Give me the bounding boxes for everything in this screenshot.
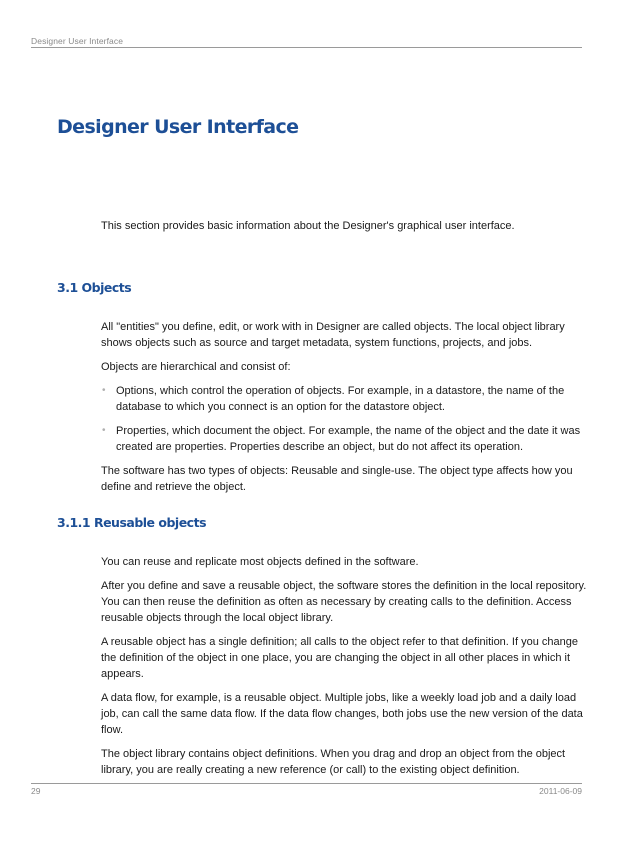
paragraph: A reusable object has a single definition; all calls to the object refer to that definition. If you change the definition of the object in one place, you are changing the object in all other places in which it appears. [101,636,578,680]
list-item [101,423,589,455]
paragraph: A data flow, for example, is a reusable object. Multiple jobs, like a weekly load job and a daily load job, can call the same data flow. If the data flow changes, both jobs use the new version of the data flow. [101,692,583,736]
chapter-intro: This section provides basic information about the Designer's graphical user interface. [101,220,515,232]
header-divider [31,47,582,48]
list-item-text: Properties, which document the object. For example, the name of the object and the date it was created are properties. Properties describe an object, but do not affect its operation. [116,425,581,453]
section-heading-objects: 3.1 Objects [57,280,132,295]
paragraph: The object library contains object definitions. When you drag and drop an object from the object library, you are really creating a new reference (or call) to the existing object definition. [101,748,566,776]
chapter-title: Designer User Interface [57,116,299,138]
list-item [101,383,589,415]
list-item-text: Options, which control the operation of objects. For example, in a datastore, the name of the database to which you connect is an option for the datastore object. [116,385,565,413]
section-heading-reusable-objects: 3.1.1 Reusable objects [57,515,207,530]
paragraph: After you define and save a reusable object, the software stores the definition in the local repository. You can then reuse the definition as often as necessary by creating calls to the definition. Access reusable objects through the local object library. [101,580,587,624]
publication-date: 2011-06-09 [539,786,582,796]
footer-divider [31,783,582,784]
bullet-icon: • [102,425,106,436]
bullet-icon: • [102,385,106,396]
paragraph: The software has two types of objects: Reusable and single-use. The object type affects how you define and retrieve the object. [101,465,573,493]
section-body-reusable-objects [101,554,589,786]
running-header: Designer User Interface [31,36,124,46]
bullet-list [101,383,589,455]
paragraph: Objects are hierarchical and consist of: [101,361,291,373]
section-body-objects [101,319,589,503]
paragraph: All "entities" you define, edit, or work with in Designer are called objects. The local object library shows objects such as source and target metadata, system functions, projects, and jobs. [101,321,565,349]
paragraph: You can reuse and replicate most objects defined in the software. [101,556,419,568]
page-number: 29 [31,786,41,796]
